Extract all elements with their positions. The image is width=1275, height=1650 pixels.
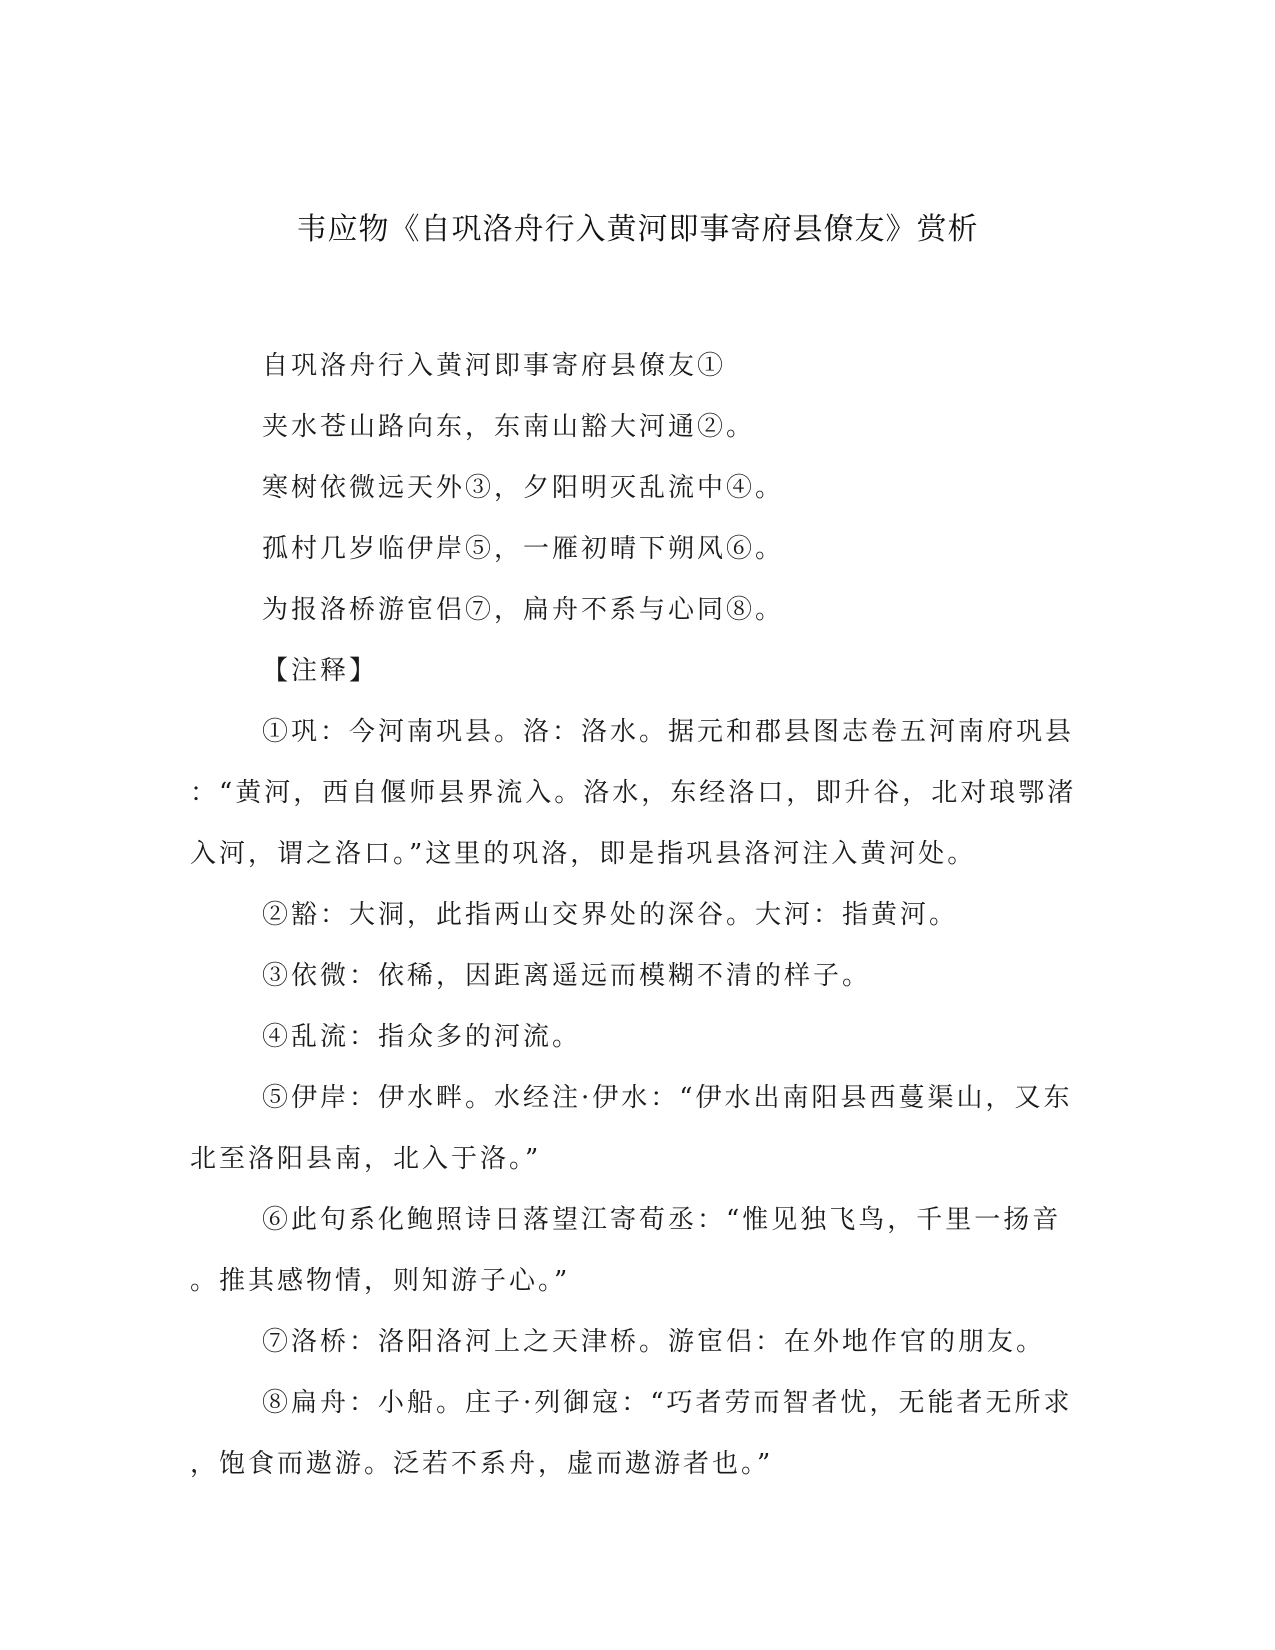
note-1-continuation: 入河，谓之洛口。”这里的巩洛，即是指巩县洛河注入黄河处。 bbox=[190, 839, 977, 869]
note-1-continuation: ：“黄河，西自偃师县界流入。洛水，东经洛口，即升谷，北对琅鄂渚 bbox=[190, 778, 1077, 808]
note-3-first-line: ③依微：依稀，因距离遥远而模糊不清的样子。 bbox=[262, 961, 872, 991]
note-6-continuation: 。推其感物情，则知游子心。” bbox=[190, 1266, 571, 1296]
note-2-first-line: ②豁：大洞，此指两山交界处的深谷。大河：指黄河。 bbox=[262, 900, 959, 930]
notes-heading: 【注释】 bbox=[262, 656, 379, 686]
poem-line: 夹水苍山路向东，东南山豁大河通②。 bbox=[262, 412, 756, 442]
note-6 bbox=[190, 1190, 1090, 1312]
document-title: 韦应物《自巩洛舟行入黄河即事寄府县僚友》赏析 bbox=[296, 212, 979, 247]
poem-line: 孤村几岁临伊岸⑤，一雁初晴下朔风⑥。 bbox=[262, 534, 785, 564]
note-5-continuation: 北至洛阳县南，北入于洛。” bbox=[190, 1144, 542, 1174]
note-8-first-line: ⑧扁舟：小船。庄子·列御寇：“巧者劳而智者忧，无能者无所求 bbox=[262, 1388, 1073, 1418]
note-6-first-line: ⑥此句系化鲍照诗日落望江寄荀丞：“惟见独飞鸟，千里一扬音 bbox=[262, 1205, 1062, 1235]
document-body bbox=[190, 336, 1090, 1495]
note-7 bbox=[190, 1312, 1090, 1373]
note-4 bbox=[190, 1007, 1090, 1068]
note-5-first-line: ⑤伊岸：伊水畔。水经注·伊水：“伊水出南阳县西蔓渠山，又东 bbox=[262, 1083, 1073, 1113]
poem-line: 为报洛桥游宦侣⑦，扁舟不系与心同⑧。 bbox=[262, 595, 785, 625]
note-5 bbox=[190, 1068, 1090, 1190]
note-3 bbox=[190, 946, 1090, 1007]
note-8-continuation: ，饱食而遨游。泛若不系舟，虚而遨游者也。” bbox=[190, 1449, 774, 1479]
poem-line: 寒树依微远天外③，夕阳明灭乱流中④。 bbox=[262, 473, 785, 503]
note-1-first-line: ①巩：今河南巩县。洛：洛水。据元和郡县图志卷五河南府巩县 bbox=[262, 717, 1075, 747]
note-7-first-line: ⑦洛桥：洛阳洛河上之天津桥。游宦侣：在外地作官的朋友。 bbox=[262, 1327, 1046, 1357]
poem-heading: 自巩洛舟行入黄河即事寄府县僚友① bbox=[262, 351, 727, 381]
note-1 bbox=[190, 702, 1090, 885]
note-4-first-line: ④乱流：指众多的河流。 bbox=[262, 1022, 582, 1052]
note-8 bbox=[190, 1373, 1090, 1495]
note-2 bbox=[190, 885, 1090, 946]
